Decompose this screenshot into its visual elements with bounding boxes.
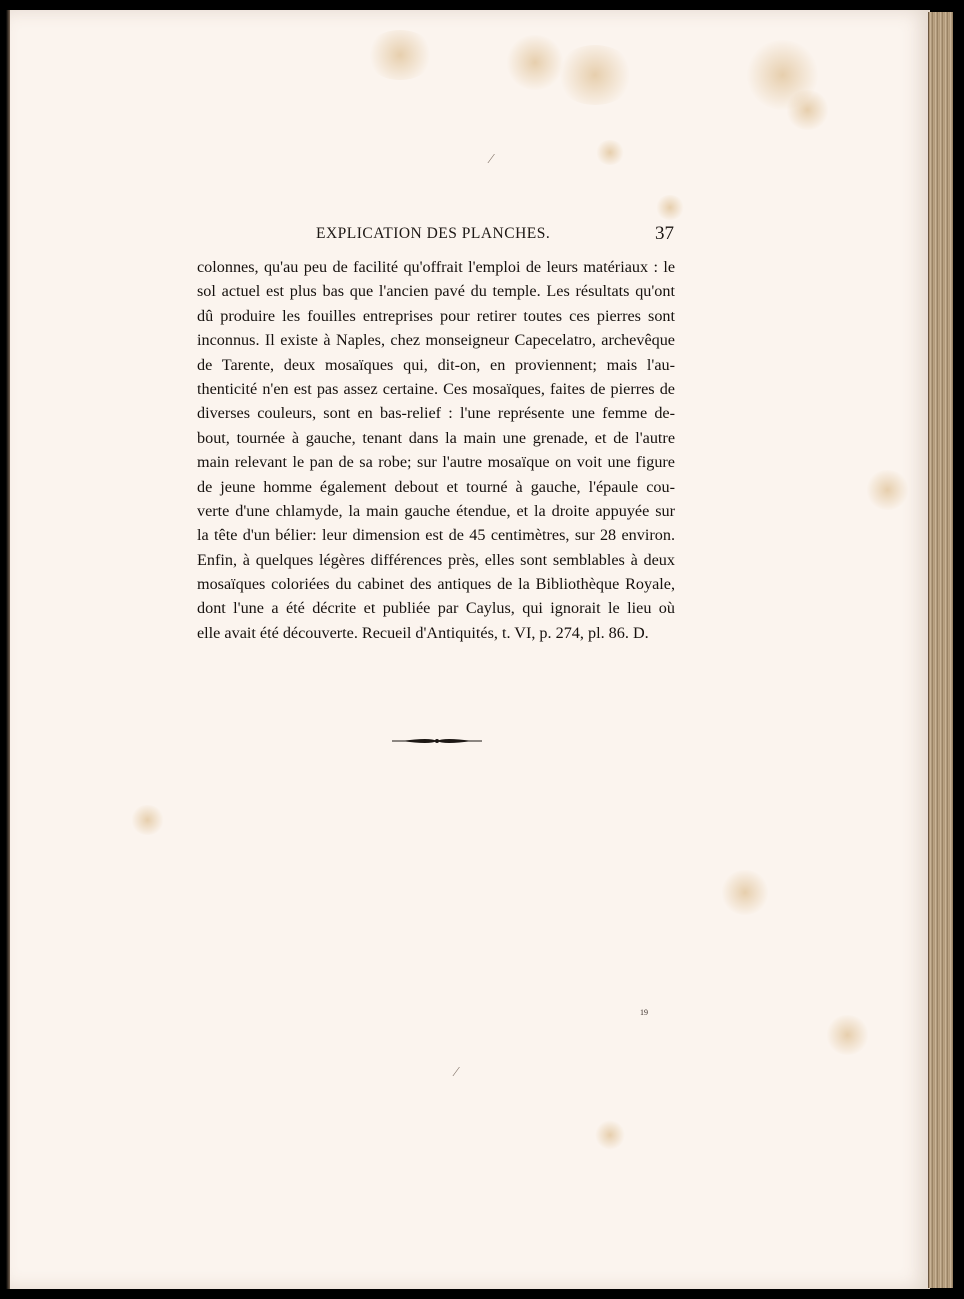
text-line: Enfin, à quelques légères différences près, elles sont semblables à deux [197, 550, 675, 569]
text-line: mosaïques coloriées du cabinet des antiques de la Bibliothèque Royale, [197, 575, 675, 594]
text-line: sol actuel est plus bas que l'ancien pavé du temple. Les résultats qu'ont [197, 282, 675, 301]
foxing-stain [785, 90, 830, 130]
text-line: thenticité n'en est pas assez certaine. Ces mosaïques, faites de pierres de [197, 379, 675, 398]
text-line: de Tarente, deux mosaïques qui, dit-on, en proviennent; mais l'au- [197, 355, 675, 374]
text-line: elle avait été découverte. Recueil d'Antiquités, t. VI, p. 274, pl. 86. D. [197, 623, 649, 642]
foxing-stain [865, 470, 910, 510]
ornament-rule [392, 734, 482, 748]
running-title: EXPLICATION DES PLANCHES. [316, 225, 551, 242]
text-line: colonnes, qu'au peu de facilité qu'offrait l'emploi de leurs matériaux : le [197, 258, 675, 276]
signature-mark: 19 [640, 1008, 648, 1017]
text-line: inconnus. Il existe à Naples, chez monseigneur Capecelatro, archevêque [197, 331, 675, 350]
text-line: main relevant le pan de sa robe; sur l'autre mosaïque on voit une figure [197, 453, 675, 472]
foxing-stain [130, 805, 165, 835]
page-edges [928, 12, 953, 1288]
stray-mark: ⁄ [455, 1065, 458, 1080]
body-paragraph [197, 255, 675, 645]
foxing-stain [655, 195, 685, 220]
text-line: verte d'une chlamyde, la main gauche étendue, et la droite appuyée sur [197, 501, 675, 520]
stray-mark: ⁄ [490, 152, 493, 167]
page-number: 37 [655, 223, 674, 244]
foxing-stain [720, 870, 770, 915]
foxing-stain [365, 30, 435, 80]
foxing-stain [595, 1120, 625, 1150]
text-line: la tête d'un bélier: leur dimension est de 45 centimètres, sur 28 environ. [197, 526, 675, 545]
verso-show-through [190, 605, 690, 955]
foxing-stain [595, 140, 625, 165]
running-head [196, 225, 674, 249]
text-line: de jeune homme également debout et tourné à gauche, l'épaule cou- [197, 477, 675, 496]
text-line: diverses couleurs, sont en bas-relief : l'une représente une femme de- [197, 404, 675, 423]
foxing-stain [555, 45, 635, 105]
text-line: dû produire les fouilles entreprises pour retirer toutes ces pierres sont [197, 306, 675, 325]
foxing-stain [825, 1015, 870, 1055]
text-line: dont l'une a été décrite et publiée par Caylus, qui ignorait le lieu où [197, 599, 675, 618]
text-line: bout, tournée à gauche, tenant dans la main une grenade, et de l'autre [197, 428, 675, 447]
